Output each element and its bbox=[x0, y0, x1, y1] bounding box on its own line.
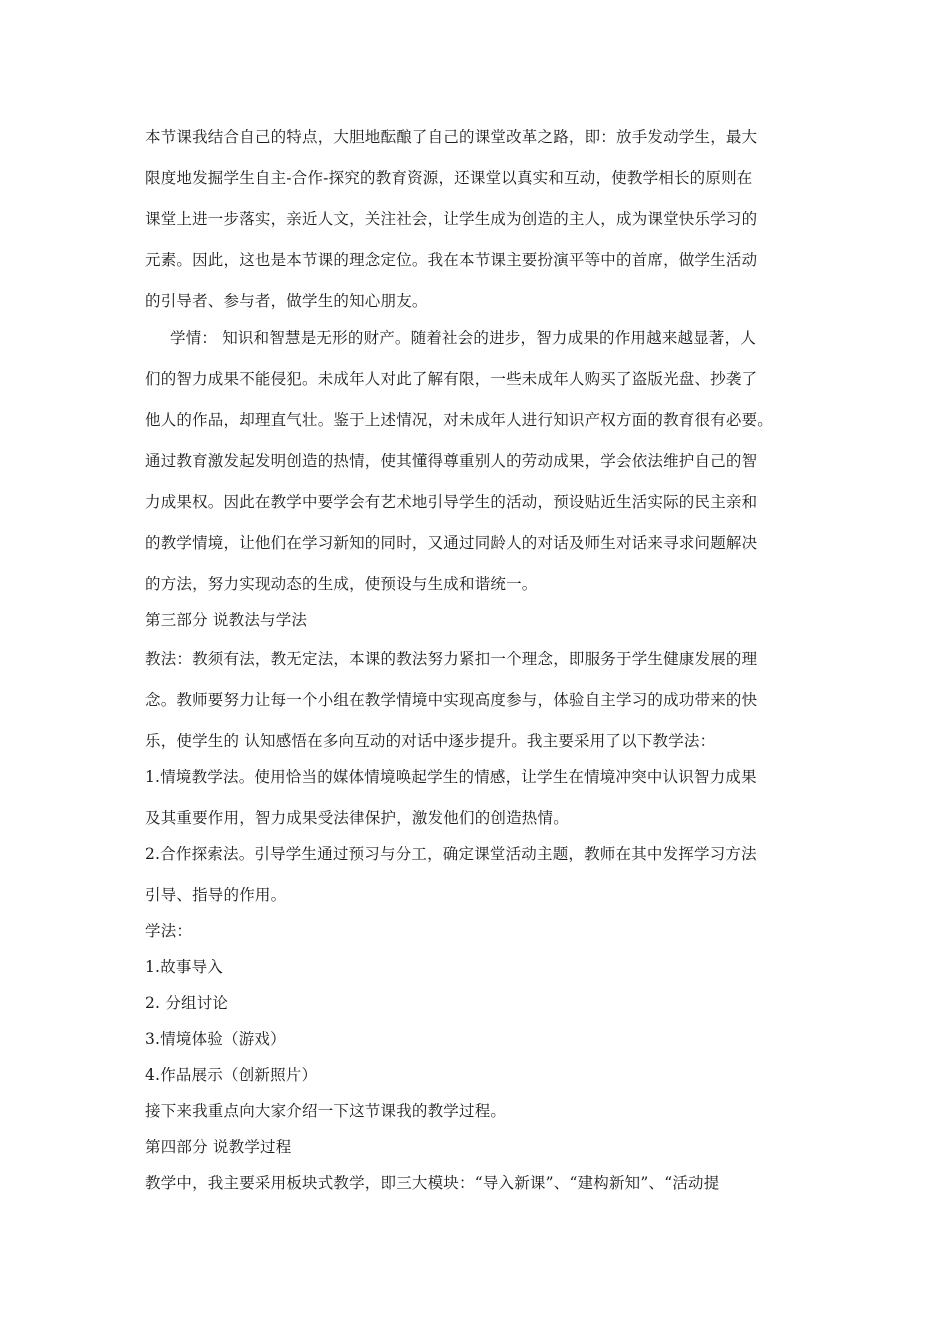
text-line: 力成果权。因此在教学中要学会有艺术地引导学生的活动，预设贴近生活实际的民主亲和 bbox=[145, 493, 758, 511]
text-line: 的方法，努力实现动态的生成，使预设与生成和谐统一。 bbox=[145, 575, 538, 593]
list-item: 1.故事导入 bbox=[145, 958, 223, 976]
text-line: 教学中，我主要采用板块式教学，即三大模块：“导入新课”、“建构新知”、“活动提 bbox=[145, 1174, 720, 1192]
text-line: 的教学情境，让他们在学习新知的同时，又通过同龄人的对话及师生对话来寻求问题解决 bbox=[145, 534, 758, 552]
section-heading: 第四部分 说教学过程 bbox=[145, 1138, 292, 1156]
text-line: 本节课我结合自己的特点，大胆地酝酿了自己的课堂改革之路，即：放手发动学生，最大 bbox=[145, 128, 758, 146]
text-line: 他人的作品，却理直气壮。鉴于上述情况，对未成年人进行知识产权方面的教育很有必要。 bbox=[145, 411, 774, 429]
list-item: 2. 分组讨论 bbox=[145, 994, 229, 1012]
list-item: 2.合作探索法。引导学生通过预习与分工，确定课堂活动主题，教师在其中发挥学习方法 bbox=[145, 845, 757, 863]
text-line: 限度地发掘学生自主-合作-探究的教育资源，还课堂以真实和互动，使教学相长的原则在 bbox=[145, 169, 753, 187]
list-item: 3.情境体验（游戏） bbox=[145, 1030, 286, 1048]
text-line: 引导、指导的作用。 bbox=[145, 886, 287, 904]
text-line: 学情： 知识和智慧是无形的财产。随着社会的进步，智力成果的作用越来越显著，人 bbox=[170, 329, 757, 347]
list-item: 1.情境教学法。使用恰当的媒体情境唤起学生的情感，让学生在情境冲突中认识智力成果 bbox=[145, 768, 757, 786]
text-line: 念。教师要努力让每一个小组在教学情境中实现高度参与，体验自主学习的成功带来的快 bbox=[145, 691, 758, 709]
text-line: 的引导者、参与者，做学生的知心朋友。 bbox=[145, 292, 428, 310]
text-line: 课堂上进一步落实，亲近人文，关注社会，让学生成为创造的主人，成为课堂快乐学习的 bbox=[145, 210, 758, 228]
text-line: 乐，使学生的 认知感悟在多向互动的对话中逐步提升。我主要采用了以下教学法： bbox=[145, 732, 716, 750]
text-line: 学法： bbox=[145, 922, 193, 940]
text-line: 元素。因此，这也是本节课的理念定位。我在本节课主要扮演平等中的首席，做学生活动 bbox=[145, 251, 758, 269]
list-item: 4.作品展示（创新照片） bbox=[145, 1066, 318, 1084]
text-line: 通过教育激发起发明创造的热情，使其懂得尊重别人的劳动成果，学会依法维护自己的智 bbox=[145, 452, 758, 470]
text-line: 教法：教须有法，教无定法，本课的教法努力紧扣一个理念，即服务于学生健康发展的理 bbox=[145, 650, 758, 668]
text-line: 接下来我重点向大家介绍一下这节课我的教学过程。 bbox=[145, 1102, 507, 1120]
section-heading: 第三部分 说教法与学法 bbox=[145, 611, 308, 629]
text-line: 及其重要作用，智力成果受法律保护，激发他们的创造热情。 bbox=[145, 809, 569, 827]
text-line: 们的智力成果不能侵犯。未成年人对此了解有限，一些未成年人购买了盗版光盘、抄袭了 bbox=[145, 370, 758, 388]
